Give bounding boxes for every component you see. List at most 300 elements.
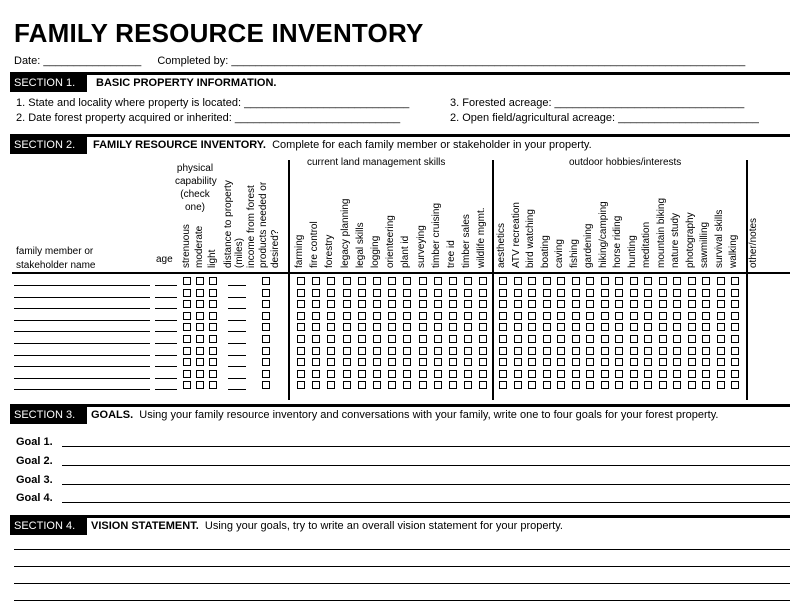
hobby-checkbox[interactable]: [615, 347, 623, 355]
hobby-checkbox[interactable]: [543, 347, 551, 355]
hobby-checkbox[interactable]: [572, 358, 580, 366]
skill-checkbox[interactable]: [297, 289, 305, 297]
skill-checkbox[interactable]: [388, 347, 396, 355]
hobby-checkbox[interactable]: [702, 323, 710, 331]
skill-checkbox[interactable]: [358, 358, 366, 366]
skill-checkbox[interactable]: [388, 300, 396, 308]
hobby-checkbox[interactable]: [586, 300, 594, 308]
date-field[interactable]: Date: ________________: [14, 55, 142, 67]
hobby-checkbox[interactable]: [644, 289, 652, 297]
hobby-checkbox[interactable]: [717, 347, 725, 355]
hobby-checkbox[interactable]: [557, 358, 565, 366]
skill-checkbox[interactable]: [419, 358, 427, 366]
skill-checkbox[interactable]: [312, 312, 320, 320]
physical-checkbox[interactable]: [196, 323, 204, 331]
hobby-checkbox[interactable]: [731, 347, 739, 355]
hobby-checkbox[interactable]: [644, 277, 652, 285]
income-checkbox[interactable]: [262, 381, 270, 389]
skill-checkbox[interactable]: [434, 381, 442, 389]
skill-checkbox[interactable]: [403, 300, 411, 308]
hobby-checkbox[interactable]: [630, 277, 638, 285]
vision-line-1[interactable]: [14, 549, 790, 550]
hobby-checkbox[interactable]: [557, 300, 565, 308]
hobby-checkbox[interactable]: [688, 289, 696, 297]
hobby-checkbox[interactable]: [702, 335, 710, 343]
name-field[interactable]: [14, 308, 150, 309]
skill-checkbox[interactable]: [434, 300, 442, 308]
distance-field[interactable]: [228, 308, 246, 309]
skill-checkbox[interactable]: [358, 289, 366, 297]
skill-checkbox[interactable]: [434, 289, 442, 297]
hobby-checkbox[interactable]: [717, 300, 725, 308]
income-checkbox[interactable]: [262, 312, 270, 320]
skill-checkbox[interactable]: [297, 358, 305, 366]
hobby-checkbox[interactable]: [601, 358, 609, 366]
hobby-checkbox[interactable]: [630, 370, 638, 378]
hobby-checkbox[interactable]: [514, 347, 522, 355]
skill-checkbox[interactable]: [297, 323, 305, 331]
hobby-checkbox[interactable]: [601, 335, 609, 343]
hobby-checkbox[interactable]: [702, 358, 710, 366]
skill-checkbox[interactable]: [464, 358, 472, 366]
skill-checkbox[interactable]: [403, 335, 411, 343]
skill-checkbox[interactable]: [464, 381, 472, 389]
distance-field[interactable]: [228, 389, 246, 390]
physical-checkbox[interactable]: [209, 358, 217, 366]
hobby-checkbox[interactable]: [557, 312, 565, 320]
distance-field[interactable]: [228, 285, 246, 286]
physical-checkbox[interactable]: [209, 381, 217, 389]
hobby-checkbox[interactable]: [586, 335, 594, 343]
hobby-checkbox[interactable]: [499, 335, 507, 343]
hobby-checkbox[interactable]: [673, 370, 681, 378]
skill-checkbox[interactable]: [327, 277, 335, 285]
open-field-acreage-field[interactable]: 2. Open field/agricultural acreage: _______________________: [450, 112, 759, 124]
hobby-checkbox[interactable]: [543, 312, 551, 320]
skill-checkbox[interactable]: [327, 312, 335, 320]
hobby-checkbox[interactable]: [499, 312, 507, 320]
hobby-checkbox[interactable]: [659, 370, 667, 378]
physical-checkbox[interactable]: [183, 289, 191, 297]
hobby-checkbox[interactable]: [615, 370, 623, 378]
skill-checkbox[interactable]: [388, 381, 396, 389]
hobby-checkbox[interactable]: [572, 277, 580, 285]
hobby-checkbox[interactable]: [514, 358, 522, 366]
hobby-checkbox[interactable]: [543, 335, 551, 343]
physical-checkbox[interactable]: [183, 370, 191, 378]
hobby-checkbox[interactable]: [717, 370, 725, 378]
skill-checkbox[interactable]: [343, 323, 351, 331]
hobby-checkbox[interactable]: [702, 370, 710, 378]
income-checkbox[interactable]: [262, 323, 270, 331]
hobby-checkbox[interactable]: [702, 312, 710, 320]
age-field[interactable]: [155, 366, 177, 367]
hobby-checkbox[interactable]: [644, 335, 652, 343]
hobby-checkbox[interactable]: [688, 358, 696, 366]
income-checkbox[interactable]: [262, 335, 270, 343]
skill-checkbox[interactable]: [373, 381, 381, 389]
skill-checkbox[interactable]: [343, 335, 351, 343]
vision-line-3[interactable]: [14, 583, 790, 584]
hobby-checkbox[interactable]: [644, 300, 652, 308]
skill-checkbox[interactable]: [373, 323, 381, 331]
skill-checkbox[interactable]: [312, 347, 320, 355]
distance-field[interactable]: [228, 343, 246, 344]
hobby-checkbox[interactable]: [572, 347, 580, 355]
hobby-checkbox[interactable]: [717, 323, 725, 331]
hobby-checkbox[interactable]: [731, 289, 739, 297]
skill-checkbox[interactable]: [403, 370, 411, 378]
skill-checkbox[interactable]: [297, 300, 305, 308]
hobby-checkbox[interactable]: [543, 358, 551, 366]
skill-checkbox[interactable]: [327, 323, 335, 331]
skill-checkbox[interactable]: [327, 381, 335, 389]
skill-checkbox[interactable]: [358, 335, 366, 343]
skill-checkbox[interactable]: [327, 335, 335, 343]
physical-checkbox[interactable]: [209, 312, 217, 320]
skill-checkbox[interactable]: [343, 312, 351, 320]
skill-checkbox[interactable]: [358, 381, 366, 389]
skill-checkbox[interactable]: [343, 381, 351, 389]
skill-checkbox[interactable]: [449, 300, 457, 308]
distance-field[interactable]: [228, 331, 246, 332]
age-field[interactable]: [155, 355, 177, 356]
skill-checkbox[interactable]: [358, 323, 366, 331]
skill-checkbox[interactable]: [434, 323, 442, 331]
hobby-checkbox[interactable]: [731, 358, 739, 366]
goal-1-field[interactable]: [62, 446, 790, 447]
hobby-checkbox[interactable]: [557, 277, 565, 285]
physical-checkbox[interactable]: [196, 312, 204, 320]
hobby-checkbox[interactable]: [615, 323, 623, 331]
skill-checkbox[interactable]: [403, 381, 411, 389]
skill-checkbox[interactable]: [312, 323, 320, 331]
goal-3-field[interactable]: [62, 484, 790, 485]
name-field[interactable]: [14, 366, 150, 367]
physical-checkbox[interactable]: [209, 323, 217, 331]
hobby-checkbox[interactable]: [688, 312, 696, 320]
skill-checkbox[interactable]: [388, 358, 396, 366]
skill-checkbox[interactable]: [343, 300, 351, 308]
hobby-checkbox[interactable]: [673, 335, 681, 343]
hobby-checkbox[interactable]: [514, 300, 522, 308]
hobby-checkbox[interactable]: [499, 358, 507, 366]
hobby-checkbox[interactable]: [572, 381, 580, 389]
skill-checkbox[interactable]: [464, 370, 472, 378]
skill-checkbox[interactable]: [434, 312, 442, 320]
hobby-checkbox[interactable]: [659, 347, 667, 355]
physical-checkbox[interactable]: [209, 289, 217, 297]
skill-checkbox[interactable]: [358, 312, 366, 320]
hobby-checkbox[interactable]: [673, 289, 681, 297]
hobby-checkbox[interactable]: [630, 289, 638, 297]
skill-checkbox[interactable]: [403, 323, 411, 331]
hobby-checkbox[interactable]: [514, 323, 522, 331]
distance-field[interactable]: [228, 320, 246, 321]
skill-checkbox[interactable]: [403, 289, 411, 297]
hobby-checkbox[interactable]: [630, 335, 638, 343]
hobby-checkbox[interactable]: [659, 300, 667, 308]
skill-checkbox[interactable]: [312, 300, 320, 308]
skill-checkbox[interactable]: [479, 347, 487, 355]
hobby-checkbox[interactable]: [659, 289, 667, 297]
skill-checkbox[interactable]: [327, 300, 335, 308]
income-checkbox[interactable]: [262, 289, 270, 297]
hobby-checkbox[interactable]: [601, 300, 609, 308]
physical-checkbox[interactable]: [209, 277, 217, 285]
hobby-checkbox[interactable]: [586, 312, 594, 320]
hobby-checkbox[interactable]: [543, 300, 551, 308]
skill-checkbox[interactable]: [434, 335, 442, 343]
skill-checkbox[interactable]: [297, 277, 305, 285]
skill-checkbox[interactable]: [373, 277, 381, 285]
skill-checkbox[interactable]: [449, 347, 457, 355]
hobby-checkbox[interactable]: [601, 323, 609, 331]
skill-checkbox[interactable]: [464, 323, 472, 331]
skill-checkbox[interactable]: [373, 300, 381, 308]
hobby-checkbox[interactable]: [702, 300, 710, 308]
hobby-checkbox[interactable]: [644, 323, 652, 331]
skill-checkbox[interactable]: [449, 370, 457, 378]
hobby-checkbox[interactable]: [514, 335, 522, 343]
physical-checkbox[interactable]: [183, 358, 191, 366]
skill-checkbox[interactable]: [479, 300, 487, 308]
skill-checkbox[interactable]: [388, 277, 396, 285]
hobby-checkbox[interactable]: [731, 277, 739, 285]
hobby-checkbox[interactable]: [528, 358, 536, 366]
hobby-checkbox[interactable]: [644, 381, 652, 389]
skill-checkbox[interactable]: [464, 312, 472, 320]
hobby-checkbox[interactable]: [499, 289, 507, 297]
skill-checkbox[interactable]: [312, 370, 320, 378]
hobby-checkbox[interactable]: [717, 358, 725, 366]
physical-checkbox[interactable]: [196, 289, 204, 297]
hobby-checkbox[interactable]: [499, 300, 507, 308]
hobby-checkbox[interactable]: [644, 370, 652, 378]
skill-checkbox[interactable]: [327, 358, 335, 366]
physical-checkbox[interactable]: [196, 381, 204, 389]
skill-checkbox[interactable]: [479, 335, 487, 343]
name-field[interactable]: [14, 320, 150, 321]
hobby-checkbox[interactable]: [659, 323, 667, 331]
hobby-checkbox[interactable]: [499, 277, 507, 285]
hobby-checkbox[interactable]: [731, 300, 739, 308]
skill-checkbox[interactable]: [388, 289, 396, 297]
skill-checkbox[interactable]: [358, 277, 366, 285]
physical-checkbox[interactable]: [183, 323, 191, 331]
hobby-checkbox[interactable]: [499, 323, 507, 331]
hobby-checkbox[interactable]: [615, 312, 623, 320]
skill-checkbox[interactable]: [297, 347, 305, 355]
skill-checkbox[interactable]: [449, 323, 457, 331]
age-field[interactable]: [155, 378, 177, 379]
physical-checkbox[interactable]: [209, 300, 217, 308]
hobby-checkbox[interactable]: [717, 335, 725, 343]
skill-checkbox[interactable]: [419, 312, 427, 320]
hobby-checkbox[interactable]: [514, 277, 522, 285]
hobby-checkbox[interactable]: [601, 347, 609, 355]
hobby-checkbox[interactable]: [514, 312, 522, 320]
skill-checkbox[interactable]: [297, 312, 305, 320]
hobby-checkbox[interactable]: [557, 381, 565, 389]
hobby-checkbox[interactable]: [586, 381, 594, 389]
hobby-checkbox[interactable]: [514, 370, 522, 378]
hobby-checkbox[interactable]: [543, 289, 551, 297]
name-field[interactable]: [14, 331, 150, 332]
hobby-checkbox[interactable]: [557, 370, 565, 378]
skill-checkbox[interactable]: [479, 323, 487, 331]
hobby-checkbox[interactable]: [572, 289, 580, 297]
skill-checkbox[interactable]: [388, 335, 396, 343]
hobby-checkbox[interactable]: [717, 277, 725, 285]
physical-checkbox[interactable]: [196, 370, 204, 378]
state-locality-field[interactable]: 1. State and locality where property is located: ___________________________: [16, 97, 410, 109]
physical-checkbox[interactable]: [209, 335, 217, 343]
hobby-checkbox[interactable]: [543, 323, 551, 331]
skill-checkbox[interactable]: [358, 300, 366, 308]
physical-checkbox[interactable]: [196, 347, 204, 355]
hobby-checkbox[interactable]: [528, 335, 536, 343]
skill-checkbox[interactable]: [419, 289, 427, 297]
physical-checkbox[interactable]: [183, 312, 191, 320]
skill-checkbox[interactable]: [327, 347, 335, 355]
skill-checkbox[interactable]: [419, 347, 427, 355]
hobby-checkbox[interactable]: [601, 289, 609, 297]
income-checkbox[interactable]: [262, 358, 270, 366]
distance-field[interactable]: [228, 378, 246, 379]
skill-checkbox[interactable]: [358, 347, 366, 355]
hobby-checkbox[interactable]: [702, 289, 710, 297]
skill-checkbox[interactable]: [449, 358, 457, 366]
skill-checkbox[interactable]: [434, 358, 442, 366]
age-field[interactable]: [155, 297, 177, 298]
hobby-checkbox[interactable]: [673, 381, 681, 389]
hobby-checkbox[interactable]: [528, 323, 536, 331]
hobby-checkbox[interactable]: [615, 300, 623, 308]
skill-checkbox[interactable]: [464, 289, 472, 297]
skill-checkbox[interactable]: [479, 312, 487, 320]
hobby-checkbox[interactable]: [528, 312, 536, 320]
skill-checkbox[interactable]: [373, 289, 381, 297]
physical-checkbox[interactable]: [196, 300, 204, 308]
hobby-checkbox[interactable]: [586, 277, 594, 285]
physical-checkbox[interactable]: [183, 335, 191, 343]
hobby-checkbox[interactable]: [659, 312, 667, 320]
skill-checkbox[interactable]: [464, 277, 472, 285]
hobby-checkbox[interactable]: [572, 370, 580, 378]
hobby-checkbox[interactable]: [514, 381, 522, 389]
hobby-checkbox[interactable]: [557, 323, 565, 331]
hobby-checkbox[interactable]: [528, 300, 536, 308]
physical-checkbox[interactable]: [196, 335, 204, 343]
skill-checkbox[interactable]: [434, 370, 442, 378]
hobby-checkbox[interactable]: [688, 323, 696, 331]
skill-checkbox[interactable]: [327, 370, 335, 378]
hobby-checkbox[interactable]: [673, 347, 681, 355]
skill-checkbox[interactable]: [358, 370, 366, 378]
hobby-checkbox[interactable]: [543, 370, 551, 378]
hobby-checkbox[interactable]: [673, 312, 681, 320]
age-field[interactable]: [155, 285, 177, 286]
skill-checkbox[interactable]: [403, 312, 411, 320]
skill-checkbox[interactable]: [343, 358, 351, 366]
skill-checkbox[interactable]: [373, 335, 381, 343]
physical-checkbox[interactable]: [209, 347, 217, 355]
skill-checkbox[interactable]: [373, 358, 381, 366]
skill-checkbox[interactable]: [479, 370, 487, 378]
skill-checkbox[interactable]: [373, 370, 381, 378]
skill-checkbox[interactable]: [403, 277, 411, 285]
skill-checkbox[interactable]: [419, 300, 427, 308]
hobby-checkbox[interactable]: [731, 381, 739, 389]
hobby-checkbox[interactable]: [586, 358, 594, 366]
hobby-checkbox[interactable]: [731, 335, 739, 343]
age-field[interactable]: [155, 308, 177, 309]
skill-checkbox[interactable]: [373, 347, 381, 355]
skill-checkbox[interactable]: [419, 277, 427, 285]
hobby-checkbox[interactable]: [572, 335, 580, 343]
hobby-checkbox[interactable]: [630, 381, 638, 389]
hobby-checkbox[interactable]: [601, 370, 609, 378]
distance-field[interactable]: [228, 355, 246, 356]
hobby-checkbox[interactable]: [702, 277, 710, 285]
hobby-checkbox[interactable]: [528, 277, 536, 285]
hobby-checkbox[interactable]: [659, 358, 667, 366]
skill-checkbox[interactable]: [388, 370, 396, 378]
skill-checkbox[interactable]: [464, 300, 472, 308]
income-checkbox[interactable]: [262, 300, 270, 308]
hobby-checkbox[interactable]: [688, 335, 696, 343]
skill-checkbox[interactable]: [479, 381, 487, 389]
hobby-checkbox[interactable]: [717, 381, 725, 389]
skill-checkbox[interactable]: [419, 335, 427, 343]
hobby-checkbox[interactable]: [673, 277, 681, 285]
hobby-checkbox[interactable]: [615, 381, 623, 389]
hobby-checkbox[interactable]: [673, 300, 681, 308]
income-checkbox[interactable]: [262, 347, 270, 355]
hobby-checkbox[interactable]: [673, 323, 681, 331]
skill-checkbox[interactable]: [403, 347, 411, 355]
goal-2-field[interactable]: [62, 465, 790, 466]
hobby-checkbox[interactable]: [644, 358, 652, 366]
skill-checkbox[interactable]: [449, 277, 457, 285]
hobby-checkbox[interactable]: [499, 381, 507, 389]
hobby-checkbox[interactable]: [572, 312, 580, 320]
hobby-checkbox[interactable]: [630, 323, 638, 331]
age-field[interactable]: [155, 320, 177, 321]
name-field[interactable]: [14, 285, 150, 286]
hobby-checkbox[interactable]: [601, 381, 609, 389]
hobby-checkbox[interactable]: [630, 312, 638, 320]
hobby-checkbox[interactable]: [659, 277, 667, 285]
skill-checkbox[interactable]: [403, 358, 411, 366]
hobby-checkbox[interactable]: [731, 312, 739, 320]
skill-checkbox[interactable]: [297, 370, 305, 378]
hobby-checkbox[interactable]: [659, 335, 667, 343]
hobby-checkbox[interactable]: [514, 289, 522, 297]
distance-field[interactable]: [228, 297, 246, 298]
name-field[interactable]: [14, 343, 150, 344]
forested-acreage-field[interactable]: 3. Forested acreage: _______________________________: [450, 97, 745, 109]
skill-checkbox[interactable]: [419, 381, 427, 389]
skill-checkbox[interactable]: [449, 289, 457, 297]
hobby-checkbox[interactable]: [528, 370, 536, 378]
hobby-checkbox[interactable]: [615, 335, 623, 343]
skill-checkbox[interactable]: [312, 335, 320, 343]
vision-line-2[interactable]: [14, 566, 790, 567]
age-field[interactable]: [155, 343, 177, 344]
hobby-checkbox[interactable]: [586, 370, 594, 378]
